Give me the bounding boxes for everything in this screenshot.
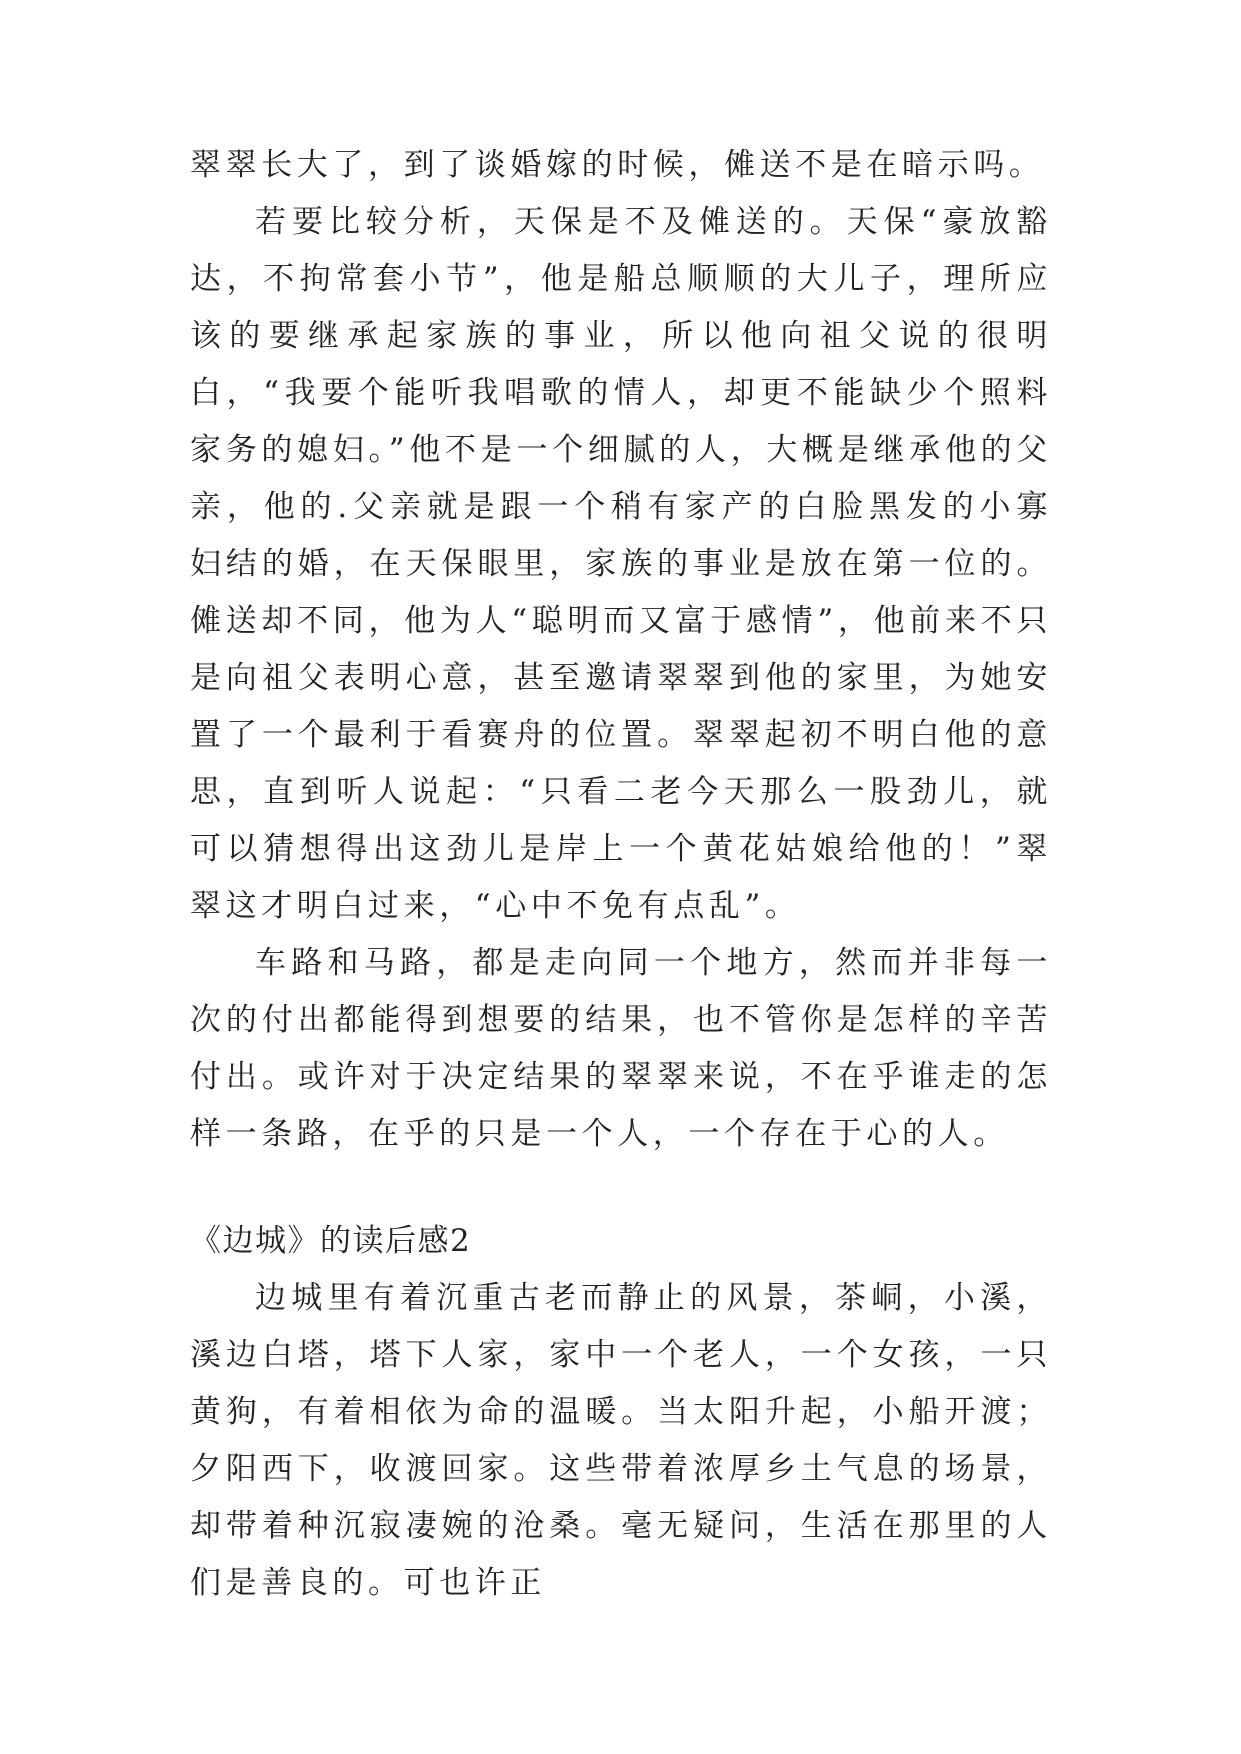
- body-text-bottom: [190, 1270, 1052, 1612]
- paragraph-continuation: 翠翠长大了，到了谈婚嫁的时候，傩送不是在暗示吗。: [190, 147, 1045, 183]
- paragraph-scenery: 边城里有着沉重古老而静止的风景，茶峒，小溪，溪边白塔，塔下人家，家中一个老人，一个女孩，一只黄狗，有着相依为命的温暖。当太阳升起，小船开渡；夕阳西下，收渡回家。这些带着浓厚乡土气息的场景，却带着种沉寂凄婉的沧桑。毫无疑问，生活在那里的人们是善良的。可也许正: [190, 1280, 1052, 1601]
- paragraph-roads: 车路和马路，都是走向同一个地方，然而并非每一次的付出都能得到想要的结果，也不管你是怎样的辛苦付出。或许对于决定结果的翠翠来说，不在乎谁走的怎样一条路，在乎的只是一个人，一个存在于心的人。: [190, 945, 1052, 1152]
- body-text-top: [190, 137, 1052, 1163]
- section-heading: 《边城》的读后感2: [190, 1223, 472, 1259]
- paragraph-comparison: 若要比较分析，天保是不及傩送的。天保“豪放豁达，不拘常套小节”，他是船总顺顺的大儿子，理所应该的要继承起家族的事业，所以他向祖父说的很明白，“我要个能听我唱歌的情人，却更不能缺少个照料家务的媳妇。”他不是一个细腻的人，大概是继承他的父亲，他的.父亲就是跟一个稍有家产的白脸黑发的小寡妇结的婚，在天保眼里，家族的事业是放在第一位的。傩送却不同，他为人“聪明而又富于感情”，他前来不只是向祖父表明心意，甚至邀请翠翠到他的家里，为她安置了一个最利于看赛舟的位置。翠翠起初不明白他的意思，直到听人说起：“只看二老今天那么一股劲儿，就可以猜想得出这劲儿是岸上一个黄花姑娘给他的！”翠翠这才明白过来，“心中不免有点乱”。: [190, 204, 1052, 924]
